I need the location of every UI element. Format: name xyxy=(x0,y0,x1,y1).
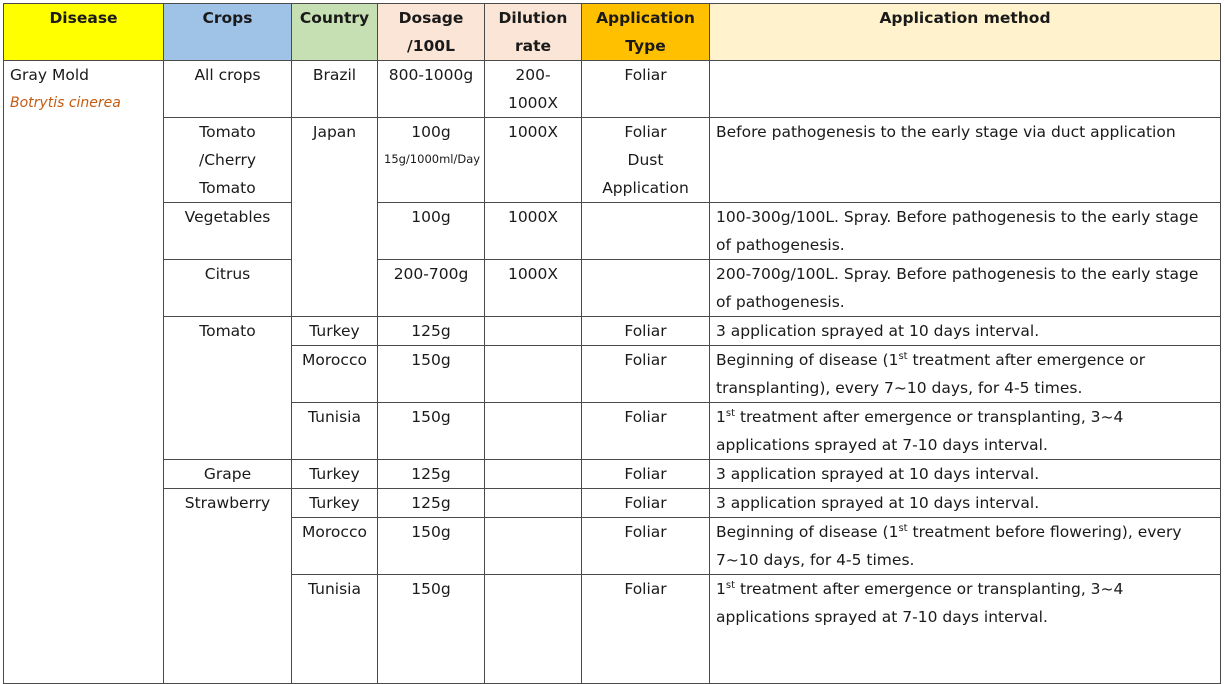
method-cell: 3 application sprayed at 10 days interval. xyxy=(710,460,1221,489)
header-dosage: Dosage /100L xyxy=(378,4,485,61)
table-row xyxy=(4,460,1221,489)
crop-cell: Grape xyxy=(164,460,292,489)
crop-cell: Strawberry xyxy=(164,489,292,684)
dilution-cell xyxy=(485,317,582,346)
table-row xyxy=(4,61,1221,118)
type-cell xyxy=(582,260,710,317)
crop-cell: Citrus xyxy=(164,260,292,317)
dosage-cell: 150g xyxy=(378,518,485,575)
header-country: Country xyxy=(292,4,378,61)
header-disease: Disease xyxy=(4,4,164,61)
dilution-cell: 1000X xyxy=(485,260,582,317)
country-cell: Brazil xyxy=(292,61,378,118)
country-cell: Japan xyxy=(292,118,378,317)
crop-cell: Tomato /Cherry Tomato xyxy=(164,118,292,203)
country-cell: Turkey xyxy=(292,489,378,518)
dilution-cell xyxy=(485,575,582,684)
table-row xyxy=(4,203,1221,260)
gray-mold-table xyxy=(3,3,1221,684)
type-cell: Foliar xyxy=(582,346,710,403)
header-dilution: Dilution rate xyxy=(485,4,582,61)
dosage-cell: 125g xyxy=(378,317,485,346)
header-application-type: Application Type xyxy=(582,4,710,61)
method-cell: Before pathogenesis to the early stage via duct application xyxy=(710,118,1221,203)
disease-scientific-name: Botrytis cinerea xyxy=(10,95,121,111)
type-cell: Foliar xyxy=(582,403,710,460)
dilution-cell xyxy=(485,518,582,575)
dilution-cell xyxy=(485,460,582,489)
method-cell: 200-700g/100L. Spray. Before pathogenesis to the early stage of pathogenesis. xyxy=(710,260,1221,317)
type-cell: Foliar xyxy=(582,317,710,346)
country-cell: Turkey xyxy=(292,317,378,346)
country-cell: Morocco xyxy=(292,518,378,575)
table-row xyxy=(4,317,1221,346)
dosage-note: 15g/1000ml/Day xyxy=(384,152,481,166)
method-cell: 1st treatment after emergence or transplanting, 3~4 applications sprayed at 7-10 days interval. xyxy=(710,403,1221,460)
header-application-method: Application method xyxy=(710,4,1221,61)
dilution-cell xyxy=(485,403,582,460)
header-crops: Crops xyxy=(164,4,292,61)
dosage-cell: 125g xyxy=(378,489,485,518)
method-cell: Beginning of disease (1st treatment before flowering), every 7~10 days, for 4-5 times. xyxy=(710,518,1221,575)
dosage-cell: 200-700g xyxy=(378,260,485,317)
header-row xyxy=(4,4,1221,61)
dilution-cell xyxy=(485,346,582,403)
dosage-cell: 150g xyxy=(378,346,485,403)
crop-cell: All crops xyxy=(164,61,292,118)
dosage-cell: 150g xyxy=(378,575,485,684)
type-cell: Foliar xyxy=(582,575,710,684)
dosage-cell: 125g xyxy=(378,460,485,489)
type-cell: Foliar xyxy=(582,61,710,118)
dilution-cell: 1000X xyxy=(485,118,582,203)
type-cell: Foliar Dust Application xyxy=(582,118,710,203)
country-cell: Tunisia xyxy=(292,403,378,460)
dosage-cell: 800-1000g xyxy=(378,61,485,118)
dosage-cell: 100g xyxy=(378,203,485,260)
dosage-cell: 100g 15g/1000ml/Day xyxy=(378,118,485,203)
method-cell xyxy=(710,61,1221,118)
crop-cell: Tomato xyxy=(164,317,292,460)
type-cell: Foliar xyxy=(582,460,710,489)
dilution-cell: 200-1000X xyxy=(485,61,582,118)
country-cell: Tunisia xyxy=(292,575,378,684)
method-cell: 100-300g/100L. Spray. Before pathogenesis to the early stage of pathogenesis. xyxy=(710,203,1221,260)
type-cell xyxy=(582,203,710,260)
table-row xyxy=(4,118,1221,203)
type-cell: Foliar xyxy=(582,518,710,575)
dosage-cell: 150g xyxy=(378,403,485,460)
table-row xyxy=(4,489,1221,518)
country-cell: Morocco xyxy=(292,346,378,403)
crop-cell: Vegetables xyxy=(164,203,292,260)
dilution-cell: 1000X xyxy=(485,203,582,260)
disease-name: Gray Mold xyxy=(10,66,89,84)
dilution-cell xyxy=(485,489,582,518)
type-cell: Foliar xyxy=(582,489,710,518)
country-cell: Turkey xyxy=(292,460,378,489)
disease-cell xyxy=(4,61,164,684)
method-cell: Beginning of disease (1st treatment after emergence or transplanting), every 7~10 days, for 4-5 times. xyxy=(710,346,1221,403)
table-row xyxy=(4,260,1221,317)
method-cell: 1st treatment after emergence or transplanting, 3~4 applications sprayed at 7-10 days interval. xyxy=(710,575,1221,684)
method-cell: 3 application sprayed at 10 days interval. xyxy=(710,489,1221,518)
method-cell: 3 application sprayed at 10 days interval. xyxy=(710,317,1221,346)
